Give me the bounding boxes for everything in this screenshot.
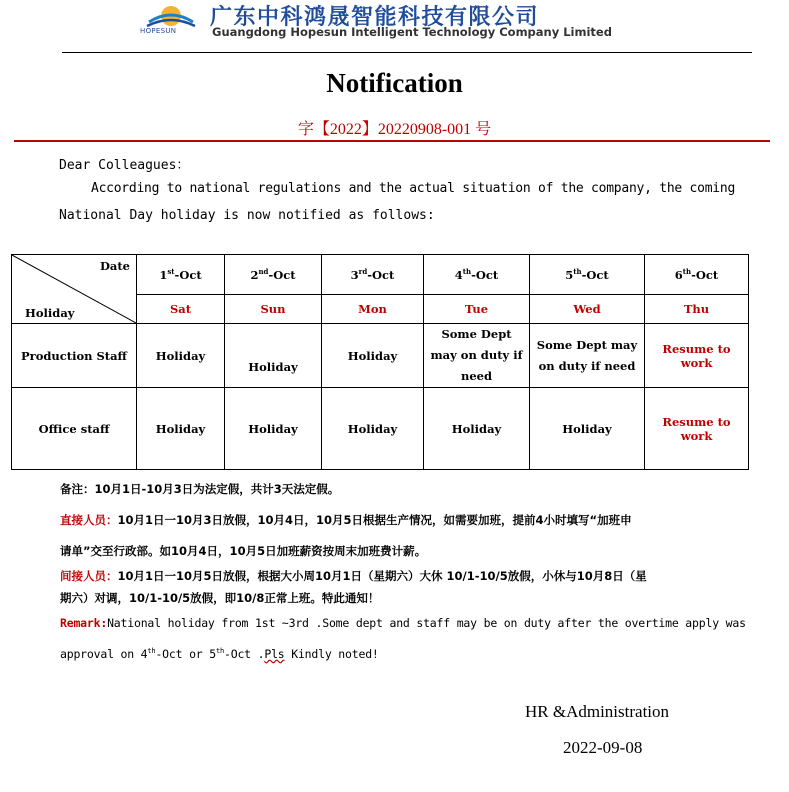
date-header: 3rd-Oct bbox=[322, 255, 424, 295]
note-indirect-staff-cont: 期六）对调，10/1-10/5放假，即10/8正常上班。特此通知！ bbox=[60, 591, 380, 605]
note-direct-staff: 直接人员：10月1日一10月3日放假，10月4日，10月5日根据生产情况，如需要加班，提前4小时填写“加班申 bbox=[60, 513, 632, 527]
date-header: 5th-Oct bbox=[530, 255, 645, 295]
schedule-cell: Holiday bbox=[424, 388, 530, 470]
document-number: 字【2022】20220908-001 号 bbox=[297, 121, 492, 138]
weekday-cell: Thu bbox=[645, 295, 749, 324]
table-corner-cell bbox=[12, 255, 137, 324]
schedule-cell: Some Dept may on duty if need bbox=[424, 324, 530, 388]
schedule-cell: Holiday bbox=[225, 388, 322, 470]
weekday-cell: Mon bbox=[322, 295, 424, 324]
greeting: Dear Colleagues： bbox=[59, 158, 190, 173]
header-divider bbox=[62, 52, 752, 53]
remark-line-2: approval on 4th-Oct or 5th-Oct .Pls Kindly noted! bbox=[60, 647, 379, 661]
note-indirect-staff: 间接人员：10月1日一10月5日放假，根据大小周10月1日（星期六）大休 10/1-10/5放假，小休与10月8日（星 bbox=[60, 569, 647, 583]
schedule-cell: Holiday bbox=[225, 324, 322, 388]
page-title: Notification bbox=[326, 68, 463, 98]
corner-date-label: Date bbox=[99, 259, 130, 273]
weekday-cell: Sat bbox=[137, 295, 225, 324]
schedule-cell: Holiday bbox=[530, 388, 645, 470]
corner-holiday-label: Holiday bbox=[25, 306, 75, 320]
company-name-en: Guangdong Hopesun Intelligent Technology Company Limited bbox=[212, 25, 612, 39]
date-header: 4th-Oct bbox=[424, 255, 530, 295]
schedule-cell: Holiday bbox=[137, 324, 225, 388]
note-legal-holiday: 备注：10月1日-10月3日为法定假，共计3天法定假。 bbox=[60, 482, 340, 496]
date-header: 1st-Oct bbox=[137, 255, 225, 295]
schedule-cell: Some Dept may on duty if need bbox=[530, 324, 645, 388]
schedule-cell: Resume to work bbox=[645, 324, 749, 388]
schedule-cell: Holiday bbox=[322, 388, 424, 470]
remark-line-1: Remark:National holiday from 1st ~3rd .Some dept and staff may be on duty after the overtime apply was bbox=[60, 616, 746, 630]
logo-wordmark: HOPESUN bbox=[140, 27, 177, 35]
holiday-schedule-table bbox=[11, 254, 749, 470]
intro-line-1: According to national regulations and the actual situation of the company, the coming bbox=[91, 181, 736, 196]
company-name-cn: 广东中科鸿晟智能科技有限公司 bbox=[210, 5, 540, 30]
note-direct-staff-cont: 请单”交至行政部。如10月4日，10月5日加班薪资按周末加班费计薪。 bbox=[60, 544, 427, 558]
weekday-cell: Tue bbox=[424, 295, 530, 324]
schedule-cell: Resume to work bbox=[645, 388, 749, 470]
date-header: 2nd-Oct bbox=[225, 255, 322, 295]
schedule-cell: Holiday bbox=[322, 324, 424, 388]
row-label-production: Production Staff bbox=[12, 324, 137, 388]
signature-date: 2022-09-08 bbox=[563, 738, 643, 757]
signature-department: HR &Administration bbox=[525, 702, 670, 721]
schedule-cell: Holiday bbox=[137, 388, 225, 470]
intro-line-2: National Day holiday is now notified as follows: bbox=[59, 208, 435, 223]
date-header: 6th-Oct bbox=[645, 255, 749, 295]
weekday-cell: Sun bbox=[225, 295, 322, 324]
title-divider bbox=[14, 140, 770, 142]
row-label-office: Office staff bbox=[12, 388, 137, 470]
weekday-cell: Wed bbox=[530, 295, 645, 324]
